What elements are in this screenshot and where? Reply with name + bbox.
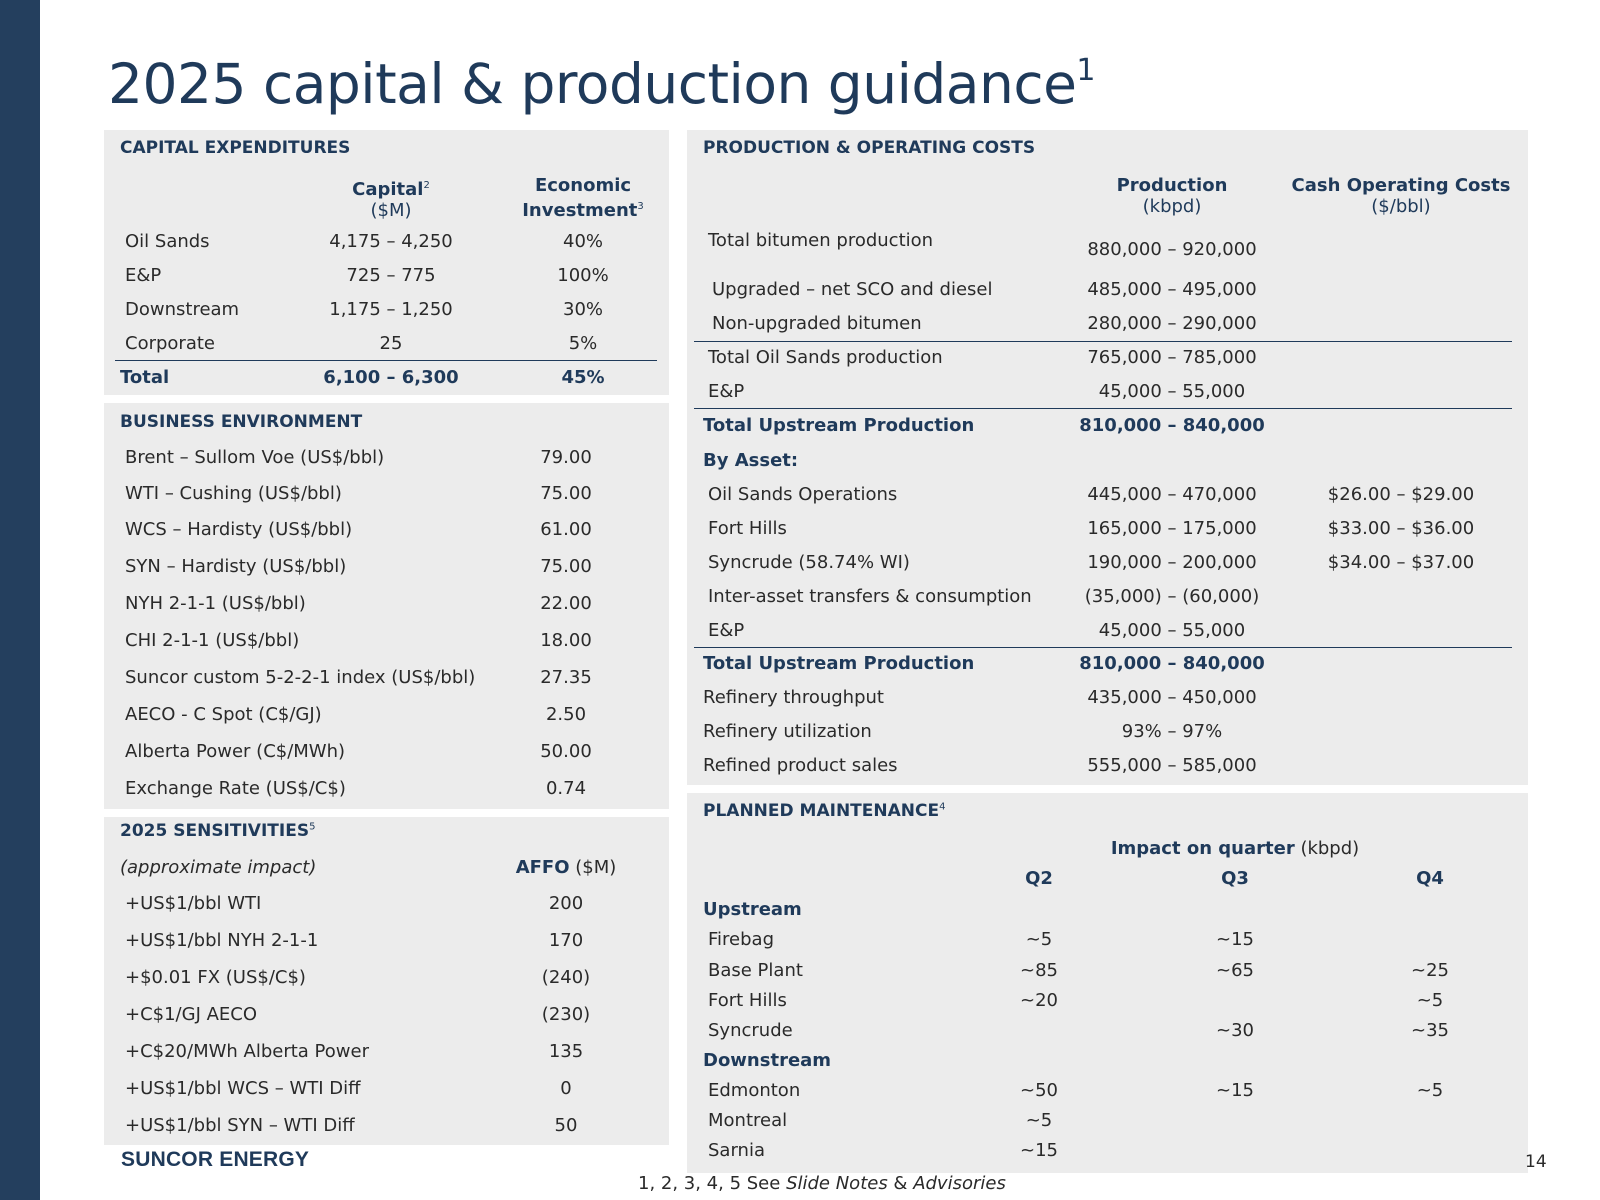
capex-col-capital bbox=[352, 175, 430, 221]
maintenance-col-q4: Q4 bbox=[1416, 868, 1444, 889]
sensitivity-row-label: +US$1/bbl NYH 2-1-1 bbox=[125, 930, 319, 951]
sensitivity-row-value: 135 bbox=[548, 1041, 584, 1062]
sensitivity-row-value: 0 bbox=[560, 1078, 572, 1099]
maintenance-row-q4: ~5 bbox=[1416, 990, 1444, 1011]
capex-row-capital: 25 bbox=[379, 333, 403, 354]
production-col-costs bbox=[1292, 175, 1511, 217]
brand-sidebar bbox=[0, 0, 40, 1200]
maintenance-row-label: Edmonton bbox=[708, 1080, 801, 1101]
production-row-label: Syncrude (58.74% WI) bbox=[708, 552, 910, 573]
production-row-label: Refinery utilization bbox=[703, 721, 872, 742]
business-row-label: CHI 2-1-1 (US$/bbl) bbox=[125, 630, 300, 651]
footnote-reference bbox=[638, 1173, 1006, 1194]
capex-panel bbox=[104, 130, 669, 395]
suncor-logo: SUNCOR ENERGY bbox=[121, 1148, 310, 1171]
maintenance-row-q3: ~30 bbox=[1216, 1020, 1254, 1041]
maintenance-row-q2: ~15 bbox=[1020, 1140, 1058, 1161]
capex-row-econ: 100% bbox=[557, 265, 609, 286]
production-row-label: Refinery throughput bbox=[703, 687, 884, 708]
capex-col-capital-unit: ($M) bbox=[370, 200, 412, 221]
capex-row-label: Downstream bbox=[125, 299, 240, 320]
production-rule bbox=[694, 341, 1512, 342]
business-row-value: 61.00 bbox=[540, 519, 592, 540]
production-row-value: 810,000 – 840,000 bbox=[1079, 653, 1265, 674]
production-row-label: E&P bbox=[708, 381, 745, 402]
production-row-cost: $33.00 – $36.00 bbox=[1327, 518, 1475, 539]
maintenance-row-label: Sarnia bbox=[708, 1140, 765, 1161]
capex-col-econ-label-1: Economic bbox=[534, 175, 632, 196]
capex-col-econ-label-2: Investment bbox=[522, 200, 638, 221]
capex-col-capital-label: Capital bbox=[352, 179, 424, 200]
production-row-value: 445,000 – 470,000 bbox=[1087, 484, 1257, 505]
production-row-value: 45,000 – 55,000 bbox=[1098, 381, 1246, 402]
production-row-value: 165,000 – 175,000 bbox=[1087, 518, 1257, 539]
production-row-value: 880,000 – 920,000 bbox=[1087, 239, 1257, 260]
production-rule bbox=[694, 408, 1512, 409]
capex-total-rule bbox=[115, 360, 657, 361]
capex-total-label: Total bbox=[120, 367, 170, 388]
maintenance-impact-label: Impact on quarter bbox=[1110, 838, 1295, 859]
maintenance-section-upstream: Upstream bbox=[703, 899, 802, 920]
production-row-value: 485,000 – 495,000 bbox=[1087, 279, 1257, 300]
production-col-production-unit: (kbpd) bbox=[1142, 196, 1202, 217]
sensitivity-row-label: +US$1/bbl WCS – WTI Diff bbox=[125, 1078, 361, 1099]
maintenance-impact-header bbox=[1111, 838, 1359, 860]
maintenance-row-label: Fort Hills bbox=[708, 990, 787, 1011]
capex-row-capital: 4,175 – 4,250 bbox=[329, 231, 453, 252]
business-row-label: Brent – Sullom Voe (US$/bbl) bbox=[125, 447, 385, 468]
business-row-value: 27.35 bbox=[540, 667, 592, 688]
footnote-amp: & bbox=[887, 1173, 914, 1194]
sensitivities-subheading: (approximate impact) bbox=[120, 857, 317, 878]
title-footnote: 1 bbox=[1076, 52, 1096, 88]
capex-row-capital: 725 – 775 bbox=[346, 265, 436, 286]
production-row-value: 765,000 – 785,000 bbox=[1087, 347, 1257, 368]
sensitivities-panel bbox=[104, 817, 669, 1145]
sensitivity-row-value: (230) bbox=[541, 1004, 591, 1025]
maintenance-row-label: Firebag bbox=[708, 929, 775, 950]
maintenance-row-label: Montreal bbox=[708, 1110, 788, 1131]
maintenance-row-label: Syncrude bbox=[708, 1020, 793, 1041]
sensitivities-col-affo-unit: ($M) bbox=[575, 857, 617, 878]
slide-notes-link[interactable]: Slide Notes bbox=[786, 1173, 888, 1194]
sensitivity-row-value: 50 bbox=[554, 1115, 578, 1136]
maintenance-col-q2: Q2 bbox=[1025, 868, 1053, 889]
sensitivity-row-value: 200 bbox=[548, 893, 584, 914]
business-row-value: 50.00 bbox=[540, 741, 592, 762]
sensitivities-heading-note: 5 bbox=[309, 821, 316, 833]
sensitivity-row-label: +C$1/GJ AECO bbox=[125, 1004, 258, 1025]
sensitivity-row-value: (240) bbox=[541, 967, 591, 988]
maintenance-row-q2: ~85 bbox=[1020, 960, 1058, 981]
business-row-value: 18.00 bbox=[540, 630, 592, 651]
maintenance-section-downstream: Downstream bbox=[703, 1050, 832, 1071]
production-row-label: Upgraded – net SCO and diesel bbox=[712, 279, 993, 300]
production-row-value: 280,000 – 290,000 bbox=[1087, 313, 1257, 334]
page-title bbox=[108, 52, 1095, 116]
maintenance-row-q3: ~15 bbox=[1216, 1080, 1254, 1101]
production-col-costs-label: Cash Operating Costs bbox=[1291, 175, 1511, 196]
business-heading: BUSINESS ENVIRONMENT bbox=[120, 412, 363, 432]
capex-row-capital: 1,175 – 1,250 bbox=[329, 299, 453, 320]
maintenance-panel bbox=[687, 793, 1528, 1173]
maintenance-row-q2: ~50 bbox=[1020, 1080, 1058, 1101]
business-row-label: Alberta Power (C$/MWh) bbox=[125, 741, 346, 762]
production-row-value: 810,000 – 840,000 bbox=[1079, 415, 1265, 436]
business-row-value: 2.50 bbox=[545, 704, 587, 725]
sensitivity-row-value: 170 bbox=[548, 930, 584, 951]
production-row-label: E&P bbox=[708, 620, 745, 641]
production-row-label: Fort Hills bbox=[708, 518, 787, 539]
maintenance-row-label: Base Plant bbox=[708, 960, 803, 981]
business-row-label: WTI – Cushing (US$/bbl) bbox=[125, 483, 342, 504]
production-row-label: Oil Sands Operations bbox=[708, 484, 898, 505]
maintenance-impact-unit: (kbpd) bbox=[1300, 838, 1360, 859]
maintenance-heading-note: 4 bbox=[939, 801, 946, 813]
sensitivities-col-affo-label: AFFO bbox=[515, 857, 570, 878]
maintenance-row-q2: ~5 bbox=[1025, 929, 1053, 950]
capex-row-label: E&P bbox=[125, 265, 162, 286]
sensitivities-heading-text: 2025 SENSITIVITIES bbox=[120, 821, 310, 841]
maintenance-col-q3: Q3 bbox=[1221, 868, 1249, 889]
capex-row-label: Corporate bbox=[125, 333, 215, 354]
production-row-label: Inter-asset transfers & consumption bbox=[708, 586, 1032, 607]
capex-total-econ: 45% bbox=[561, 367, 605, 388]
production-row-value: 45,000 – 55,000 bbox=[1098, 620, 1246, 641]
capex-row-label: Oil Sands bbox=[125, 231, 210, 252]
production-row-label: Total Upstream Production bbox=[703, 415, 975, 436]
business-panel bbox=[104, 403, 669, 809]
production-rule bbox=[694, 647, 1512, 648]
advisories-link[interactable]: Advisories bbox=[913, 1173, 1006, 1194]
maintenance-row-q4: ~5 bbox=[1416, 1080, 1444, 1101]
production-row-cost: $34.00 – $37.00 bbox=[1327, 552, 1475, 573]
production-row-cost: $26.00 – $29.00 bbox=[1327, 484, 1475, 505]
capex-row-econ: 5% bbox=[568, 333, 598, 354]
sensitivity-row-label: +C$20/MWh Alberta Power bbox=[125, 1041, 369, 1062]
business-row-value: 0.74 bbox=[545, 778, 587, 799]
capex-col-capital-note: 2 bbox=[423, 180, 430, 191]
business-row-value: 75.00 bbox=[540, 483, 592, 504]
production-row-value: 93% – 97% bbox=[1121, 721, 1223, 742]
page-title-text: 2025 capital & production guidance bbox=[108, 52, 1077, 116]
business-row-label: NYH 2-1-1 (US$/bbl) bbox=[125, 593, 306, 614]
sensitivity-row-label: +$0.01 FX (US$/C$) bbox=[125, 967, 306, 988]
capex-row-econ: 40% bbox=[562, 231, 604, 252]
business-row-label: SYN – Hardisty (US$/bbl) bbox=[125, 556, 347, 577]
production-row-label: By Asset: bbox=[703, 450, 799, 471]
capex-total-capital: 6,100 – 6,300 bbox=[323, 367, 459, 388]
production-row-value: 435,000 – 450,000 bbox=[1087, 687, 1257, 708]
maintenance-row-q3: ~15 bbox=[1216, 929, 1254, 950]
production-row-label: Total Oil Sands production bbox=[708, 347, 943, 368]
production-row-label: Refined product sales bbox=[703, 755, 898, 776]
production-heading: PRODUCTION & OPERATING COSTS bbox=[703, 138, 1036, 158]
production-row-label: Non-upgraded bitumen bbox=[712, 313, 922, 334]
maintenance-row-q2: ~5 bbox=[1025, 1110, 1053, 1131]
capex-heading: CAPITAL EXPENDITURES bbox=[120, 138, 351, 158]
maintenance-row-q2: ~20 bbox=[1020, 990, 1058, 1011]
production-panel bbox=[687, 130, 1528, 785]
sensitivities-heading bbox=[120, 821, 315, 841]
footnote-prefix: 1, 2, 3, 4, 5 See bbox=[638, 1173, 787, 1194]
production-col-costs-unit: ($/bbl) bbox=[1371, 196, 1431, 217]
maintenance-row-q3: ~65 bbox=[1216, 960, 1254, 981]
capex-col-econ-note: 3 bbox=[637, 201, 644, 212]
business-row-value: 75.00 bbox=[540, 556, 592, 577]
production-row-value: 190,000 – 200,000 bbox=[1087, 552, 1257, 573]
maintenance-heading-text: PLANNED MAINTENANCE bbox=[703, 801, 940, 821]
production-col-production bbox=[1117, 175, 1228, 217]
business-row-value: 79.00 bbox=[540, 447, 592, 468]
capex-row-econ: 30% bbox=[562, 299, 604, 320]
sensitivity-row-label: +US$1/bbl WTI bbox=[125, 893, 262, 914]
production-row-value: (35,000) – (60,000) bbox=[1084, 586, 1260, 607]
sensitivity-row-label: +US$1/bbl SYN – WTI Diff bbox=[125, 1115, 355, 1136]
business-row-value: 22.00 bbox=[540, 593, 592, 614]
production-row-label: Total Upstream Production bbox=[703, 653, 975, 674]
capex-col-economic bbox=[522, 175, 644, 221]
production-row-label: Total bitumen production bbox=[708, 230, 934, 251]
business-row-label: Exchange Rate (US$/C$) bbox=[125, 778, 346, 799]
sensitivities-col-affo bbox=[516, 857, 617, 879]
maintenance-row-q4: ~25 bbox=[1411, 960, 1449, 981]
maintenance-row-q4: ~35 bbox=[1411, 1020, 1449, 1041]
maintenance-heading bbox=[703, 801, 945, 821]
page-number: 14 bbox=[1525, 1152, 1547, 1172]
production-row-value: 555,000 – 585,000 bbox=[1087, 755, 1257, 776]
production-col-production-label: Production bbox=[1116, 175, 1228, 196]
business-row-label: Suncor custom 5-2-2-1 index (US$/bbl) bbox=[125, 667, 476, 688]
business-row-label: AECO - C Spot (C$/GJ) bbox=[125, 704, 322, 725]
business-row-label: WCS – Hardisty (US$/bbl) bbox=[125, 519, 353, 540]
